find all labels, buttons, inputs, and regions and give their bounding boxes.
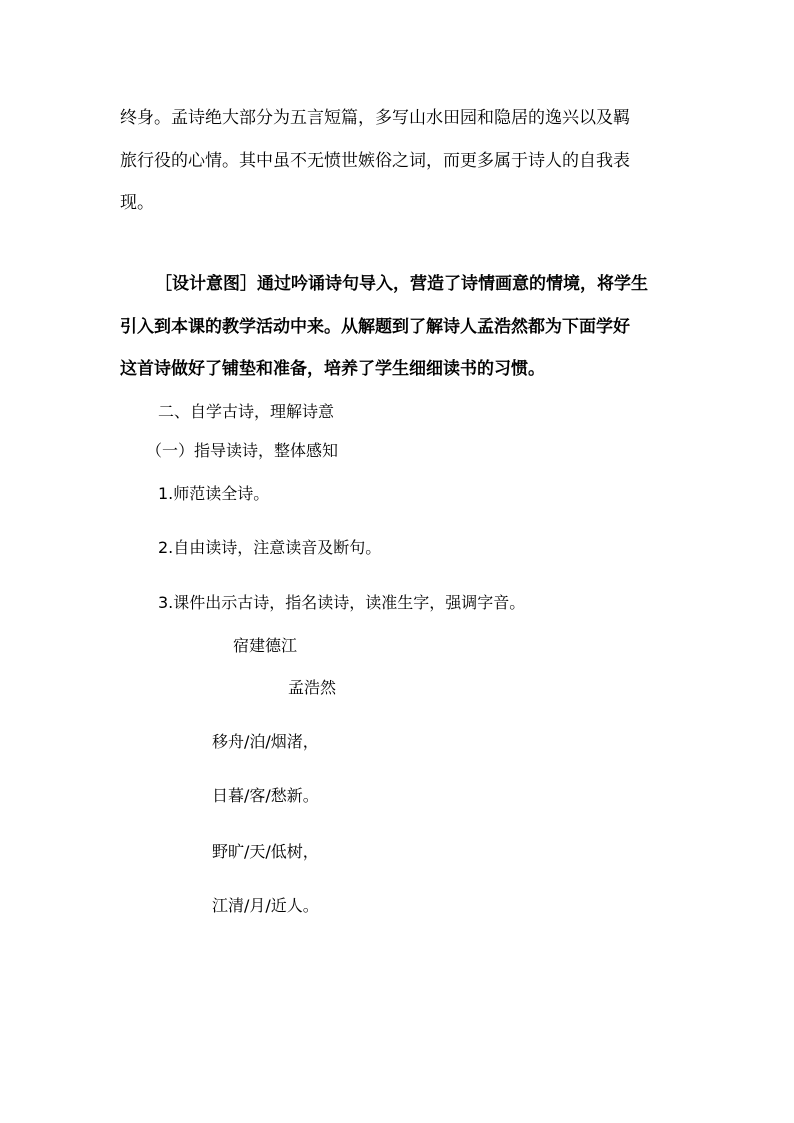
intro-line-3: 现。 [120, 193, 154, 213]
section-heading: 二、自学古诗，理解诗意 [158, 402, 335, 421]
poem-title: 宿建德江 [233, 636, 298, 655]
design-intent-line-1: ［设计意图］通过吟诵诗句导入，营造了诗情画意的情境，将学生 [155, 274, 648, 294]
poem-line-3: 野旷/天/低树， [212, 842, 319, 861]
poem-line-1: 移舟/泊/烟渚， [212, 732, 319, 751]
step-2: 2.自由读诗，注意读音及断句。 [158, 538, 382, 557]
poem-line-2: 日暮/客/愁新。 [212, 786, 319, 805]
step-3: 3.课件出示古诗，指名读诗，读准生字，强调字音。 [158, 593, 526, 612]
intro-line-1: 终身。孟诗绝大部分为五言短篇，多写山水田园和隐居的逸兴以及羁 [120, 108, 630, 128]
step-1: 1.师范读全诗。 [158, 484, 270, 503]
design-intent-line-2: 引入到本课的教学活动中来。从解题到了解诗人孟浩然都为下面学好 [120, 317, 630, 337]
poem-line-4: 江清/月/近人。 [212, 896, 319, 915]
subsection-heading: （一）指导读诗，整体感知 [146, 441, 339, 460]
design-intent-line-3: 这首诗做好了铺垫和准备，培养了学生细细读书的习惯。 [120, 359, 545, 379]
intro-line-2: 旅行役的心情。其中虽不无愤世嫉俗之词，而更多属于诗人的自我表 [120, 151, 630, 171]
poem-author: 孟浩然 [288, 678, 337, 697]
